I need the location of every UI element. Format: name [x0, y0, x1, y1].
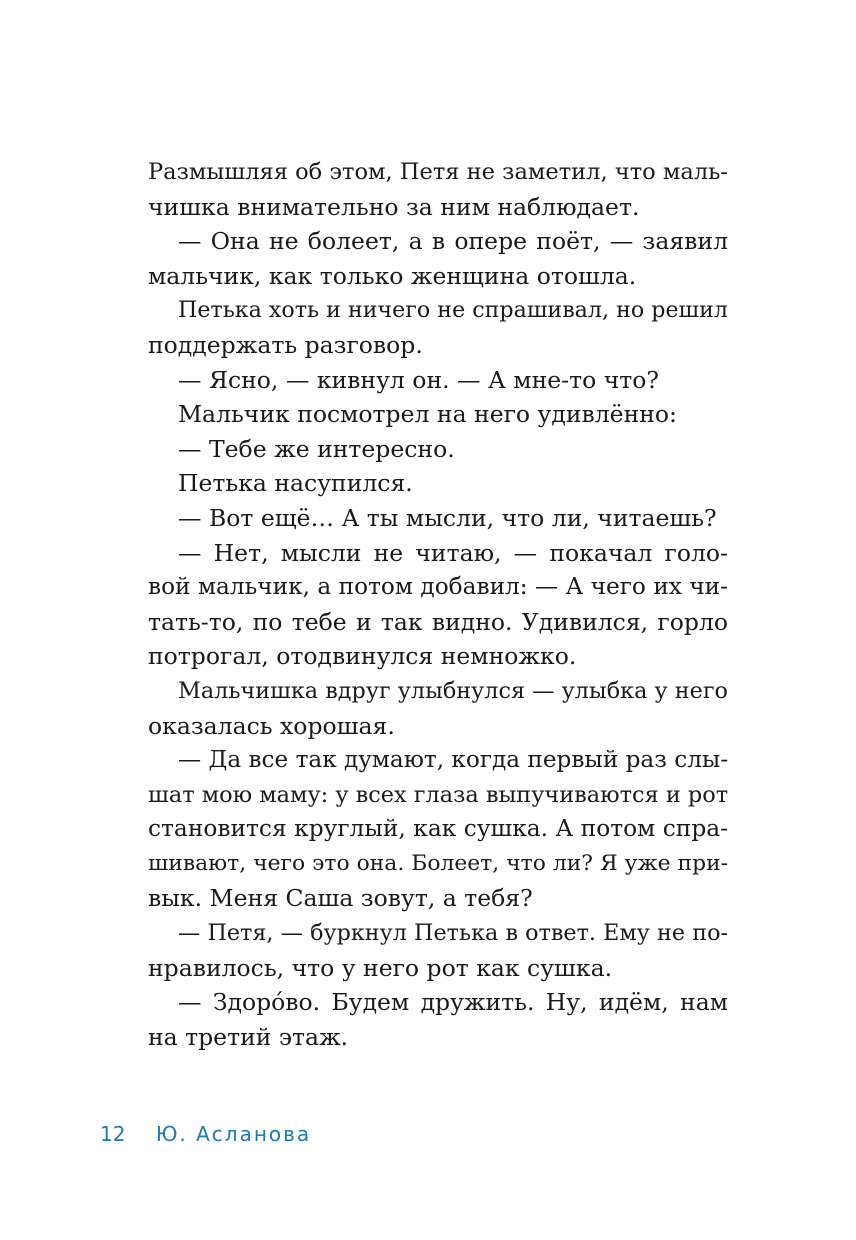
- page-footer: [100, 1122, 311, 1146]
- body-text: [148, 155, 728, 1054]
- text-line: Размышляя об этом, Петя не заметил, что маль-: [148, 159, 728, 185]
- text-line: — Тебе же интересно.: [178, 434, 455, 463]
- text-line: потрогал, отодвинулся немножко.: [148, 642, 577, 671]
- text-line: шат мою маму: у всех глаза выпучиваются и рот: [148, 781, 729, 808]
- text-line: — Да все так думают, когда первый раз слы-: [178, 747, 729, 774]
- text-line: вык. Меня Саша зовут, а тебя?: [148, 884, 533, 913]
- text-line: — Она не болеет, а в опере поёт, — заявил: [178, 227, 728, 256]
- text-line: шивают, чего это она. Болеет, что ли? Я уже при-: [148, 850, 728, 876]
- text-line: Петька насупился.: [178, 469, 413, 498]
- text-line: тать-то, по тебе и так видно. Удивился, горло: [148, 607, 728, 636]
- text-line: мальчик, как только женщина отошла.: [148, 261, 637, 290]
- text-line: становится круглый, как сушка. А потом спра-: [148, 815, 728, 843]
- text-line: — Нет, мысли не читаю, — покачал голо-: [178, 538, 728, 567]
- text-line: чишка внимательно за ним наблюдает.: [148, 192, 640, 221]
- running-head-author: Ю. Асланова: [155, 1122, 312, 1146]
- text-line: вой мальчик, а потом добавил: — А чего их чи-: [148, 573, 728, 601]
- text-line: Петька хоть и ничего не спрашивал, но решил: [178, 297, 728, 324]
- text-line: на третий этаж.: [148, 1022, 349, 1051]
- text-line: — Здоро́во. Будем дружить. Ну, идём, нам: [178, 988, 728, 1017]
- text-line: — Ясно, — кивнул он. — А мне-то что?: [178, 365, 659, 394]
- text-line: нравилось, что у него рот как сушка.: [148, 953, 613, 982]
- text-line: оказалась хорошая.: [148, 711, 395, 740]
- text-line: — Петя, — буркнул Петька в ответ. Ему не по-: [178, 920, 728, 947]
- text-line: Мальчик посмотрел на него удивлённо:: [178, 400, 677, 429]
- text-line: — Вот ещё… А ты мысли, что ли, читаешь?: [178, 503, 717, 532]
- text-line: Мальчишка вдруг улыбнулся — улыбка у него: [178, 677, 728, 704]
- page-number: 12: [100, 1122, 126, 1146]
- text-line: поддержать разговор.: [148, 330, 423, 359]
